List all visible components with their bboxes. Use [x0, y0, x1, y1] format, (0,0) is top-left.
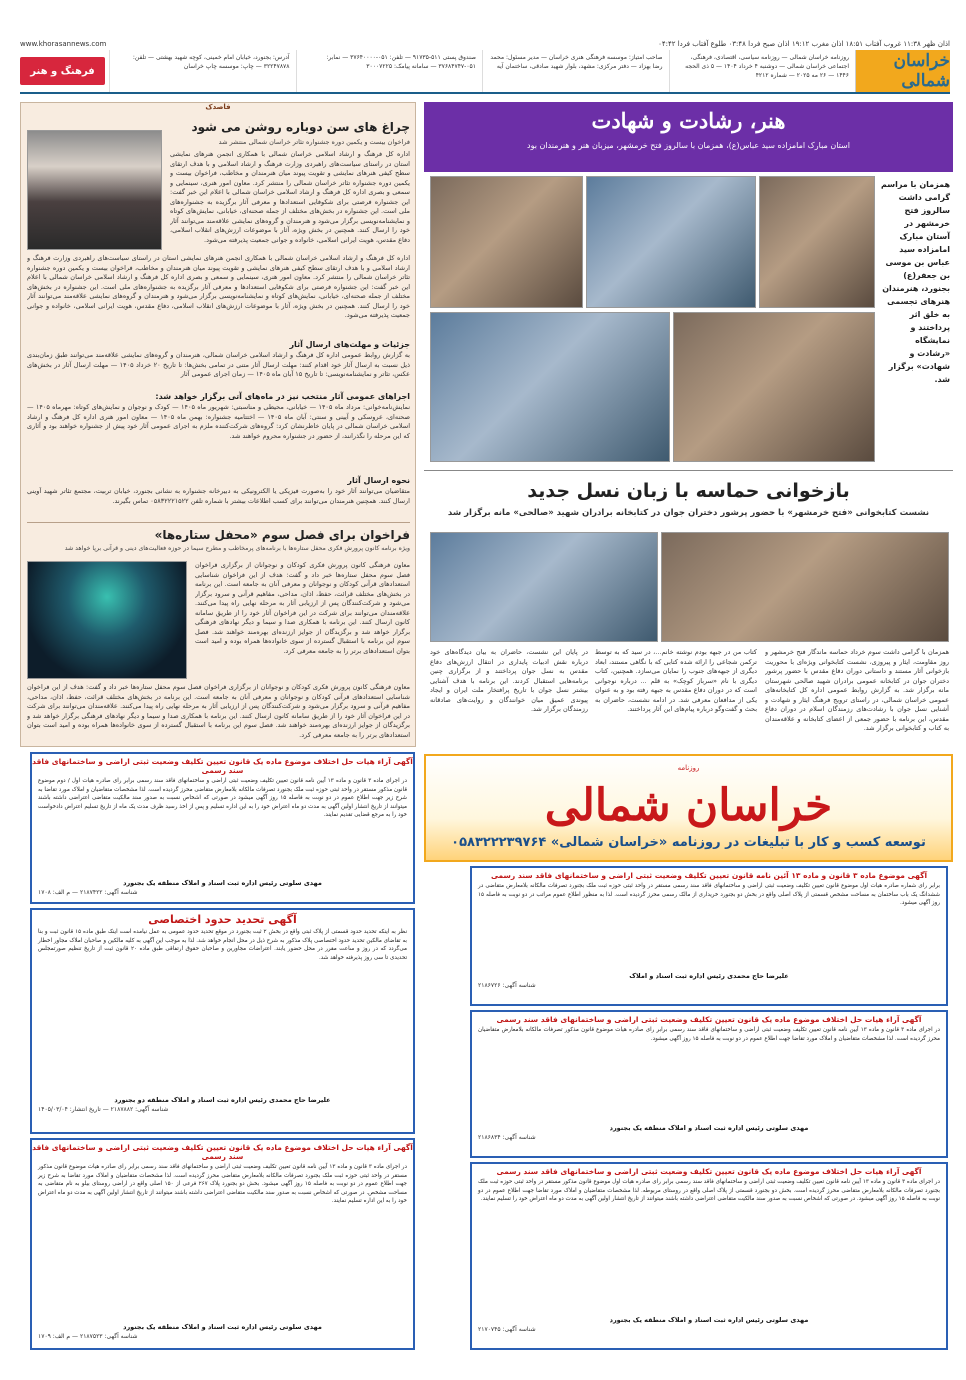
main-subtitle: استان مبارک امامزاده سید عباس(ع)، همزمان با سالروز فتح خرمشهر، میزبان هنر و هنرمندان بود	[527, 141, 850, 150]
public-heading: اجراهای عمومی آثار منتخب نیز در ماه‌های آتی برگزار خواهد شد:	[155, 392, 410, 401]
notice-body: در اجرای ماده ۳ قانون و ماده ۱۳ آیین نامه قانون تعیین تکلیف وضعیت ثبتی اراضی و ساختمانهای فاقد سند رسمی برابر رای صادره هیات اول موضوع قانون مذکور مستقر در واحد ثبتی حوزه ثبت ملک بجنورد تصرفات مالکانه بلامعارض متقاضی محرز گردیده است. بخش دو بجنورد قسمتی از پلاک اصلی واقع در روستای مربوطه. لذا مشخصات متقاضیان و املاک مورد تقاضا جهت اطلاع عموم در دو نوبت به فاصله ۱۵ روز آگهی میشود. در صورتی که اشخاص نسبت به صدور سند مالکیت متقاضی اعتراضی داشته باشند میتوانند از تاریخ انتشار اولین آگهی به مدت دو ماه اعتراض خود را تسلیم نمایند.	[478, 1179, 940, 1202]
article1-headline: چراغ های سن دوباره روشن می شود	[191, 120, 410, 134]
notice-body: در اجرای ماده ۳ قانون و ماده ۱۳ آیین نامه قانون تعیین تکلیف وضعیت ثبتی اراضی و ساختمانهای فاقد سند رسمی برابر رای صادره هیات موضوع قانون مذکور تصرفات مالکانه بلامعارض متقاضیان محرز گردیده است. لذا مشخصات متقاضیان و املاک مورد تقاضا جهت اطلاع عموم در دو نوبت به فاصله ۱۵ روز آگهی میشود.	[478, 1027, 940, 1042]
photo-exhibition-3	[430, 176, 583, 308]
story2-body-col1: همزمان با گرامی داشت سوم خرداد حماسه ماندگار فتح خرمشهر و روز مقاومت، ایثار و پیروزی، نشست کتابخوانی ویژه‌ای با محوریت بازخوانی آثار مستند و داستانی دوران دفاع مقدس با حضور پرشور دختران جوان در کتابخانه عمومی برادران شهید صالحی شهرستان مانه برگزار شد. به گزارش روابط عمومی اداره کل کتابخانه‌های عمومی خراسان شمالی، در راستای ترویج فرهنگ ایثار و شهادت و آشنایی نسل جوان با رشادت‌های رزمندگان اسلام در دوران دفاع مقدس، این برنامه با حضور جمعی از اعضای کتابخانه و علاقه‌مندان به کتاب و کتابخوانی برگزار شد.	[765, 648, 949, 732]
notice-meta: شناسه آگهی: ۲۱۸۷۸۸۲ — تاریخ انتشار: ۱۴۰۵/۰۳/۰۴	[38, 1106, 169, 1113]
article2-body: معاون فرهنگی کانون پرورش فکری کودکان و نوجوانان از برگزاری فراخوان فصل سوم محفل ستاره‌ها خبر داد و گفت: هدف از این فراخوان شناسایی استعدادهای قرآنی کودکان و نوجوانان و معرفی آنان به جامعه است. این برنامه در بخش‌های مختلف قرائت، حفظ، اذان، مداحی، مفاهیم قرآنی و سرود برگزار می‌شود و شرکت‌کنندگان پس از ارزیابی آثار به مرحله نهایی راه پیدا می‌کنند. علاقه‌مندان می‌توانند برای شرکت در این فراخوان آثار خود را از طریق سامانه کانون ارسال کنند. این برنامه با همکاری صدا و سیما و دیگر نهادهای فرهنگی برگزار خواهد شد و برگزیدگان از جوایز ارزنده‌ای بهره‌مند خواهند شد. فصل سوم این برنامه با استقبال گسترده از سوی خانواده‌ها همراه بوده و امید است بتوان استعدادهای برتر را به جامعه معرفی کرد.	[195, 561, 410, 655]
photo-exhibition-2	[586, 176, 756, 308]
notice-signature: علیرضا حاج محمدی رئیس اداره ثبت اسناد و املاک منطقه دو بجنورد	[114, 1096, 331, 1104]
section-badge: فرهنگ و هنر	[20, 57, 105, 85]
deadline-heading: جزئیات و مهلت‌های ارسال آثار	[289, 340, 410, 349]
story2-body-col3: در پایان این نشست، حاضران به بیان دیدگاه‌های خود درباره نقش ادبیات پایداری در انتقال ارزش‌های دفاع مقدس به نسل جوان پرداختند و از برگزاری چنین برنامه‌هایی استقبال کردند. این برنامه با هدف آشنایی بیشتر نسل جوان با تاریخ پرافتخار ملت ایران و ایجاد پیوندی عمیق میان خوانندگان و روایت‌های صادقانه رزمندگان برگزار شد.	[430, 648, 588, 713]
notice-title: آگهی تحدید حدود اختصاصی	[32, 910, 413, 926]
story2-headline: بازخوانی حماسه با زبان نسل جدید	[527, 480, 850, 502]
legal-notice-1	[30, 752, 415, 904]
notice-signature: علیرضا حاج محمدی رئیس اداره ثبت اسناد و املاک	[629, 972, 789, 980]
legal-notice-3	[30, 1138, 415, 1350]
masthead-info-3: صندوق پستی ۵۱۱-۹۱۷۳۵ — تلفن: ۰۵۱-۳۷۶۴۰۰۰۰ — نمابر: ۰۵۱-۳۷۶۸۴۷۴۷ — سامانه پیامک: ۳۰۰۰۷۲۲۵	[296, 50, 483, 92]
notice-body: در اجرای ماده ۳ قانون و ماده ۱۳ آیین نامه قانون تعیین تکلیف وضعیت ثبتی اراضی و ساختمانهای فاقد سند رسمی برابر رای صادره هیات موضوع قانون مذکور مستقر در واحد ثبتی حوزه ثبت ملک بجنورد تصرفات مالکانه بلامعارض متقاضی محرز گردیده است. لذا مشخصات متقاضیان و املاک مورد تقاضا به شرح زیر جهت اطلاع عموم در دو نوبت به فاصله ۱۵ روز آگهی میشود. بخش دو بجنورد پلاک ۲۶۷ فرعی از ۱۵۰ اصلی واقع در اراضی روستای بیلو به نام متقاضی به مساحت مشخص. در صورتی که اشخاص نسبت به صدور سند مالکیت متقاضی اعتراضی داشته باشند میتوانند از تاریخ انتشار اولین آگهی به مدت دو ماه اعتراض خود را به این اداره تسلیم نمایند.	[38, 1164, 407, 1204]
photo-reading-1	[430, 532, 658, 642]
stage-photo	[27, 561, 187, 679]
article1-body-cont: اداره کل فرهنگ و ارشاد اسلامی خراسان شمالی با همکاری انجمن هنرهای نمایشی استان در راستای سیاست‌های راهبردی وزارت فرهنگ و ارشاد اسلامی و با هدف ارتقای سطح کیفی هنرهای نمایشی و تقویت پیوند میان هنرمندان و مخاطب، فراخوان بیست و یکمین دوره جشنواره تئاتر خراسان شمالی را منتشر کرد. معاون امور هنری، سینمایی و سمعی و بصری اداره کل فرهنگ و ارشاد اسلامی خراسان شمالی با اعلام این خبر گفت: این جشنواره فرصتی برای شکوفایی استعدادها و معرفی آثار برگزیده به جشنواره‌های ملی است. این جشنواره در بخش‌های مختلف از جمله صحنه‌ای، خیابانی، نمایش‌های کوتاه و نمایشنامه‌نویسی برگزار می‌شود و هنرمندان و گروه‌های نمایشی علاقه‌مند می‌توانند آثار خود را ارسال کنند. همچنین در بخش ویژه، آثار با موضوعات ارزش‌های انقلاب اسلامی، دفاع مقدس، هویت ایرانی اسلامی، خانواده و جوانی جمعیت پذیرفته می‌شود.	[27, 254, 410, 319]
notice-title: آگهی آراء هیات حل اختلاف موضوع ماده یک قانون تعیین تکلیف وضعیت ثبتی اراضی و ساختمانهای فاقد سند رسمی	[472, 1012, 946, 1024]
notice-title: آگهی موضوع ماده ۳ قانون و ماده ۱۳ آئین نامه قانون تعیین تکلیف وضعیت ثبتی اراضی و ساختمانهای فاقد سند رسمی	[472, 868, 946, 880]
notice-meta: شناسه آگهی: ۲۱۷۰۷۴۵	[478, 1326, 536, 1333]
column-label: فاصدک	[205, 103, 231, 111]
photo-exhibition-5	[430, 312, 670, 462]
story2-body-col2: کتاب من در جبهه بودم نوشته خانم...، در سید که به توسط ترکمن شجاعی را ارائه شده کتابی که با نگاهی مستند، ابعاد دیگری از جبهه‌های جنوب را نمایان می‌سازد. همچنین، کتاب دیگری با نام «سرباز کوچک» به قلم ... درباره نوجوانی است که در دوران دفاع مقدس به جبهه رفته بود و به عنوان یکی از مدافعان معرفی شد. در ادامه نشست، حاضران به بحث و گفت‌وگو درباره پیام‌های این آثار پرداختند.	[595, 648, 757, 713]
notice-title: آگهی آراء هیات حل اختلاف موضوع ماده یک قانون تعیین تکلیف وضعیت ثبتی اراضی و ساختمانهای فاقد سند رسمی	[32, 754, 413, 775]
public-body: نمایش‌نامه‌خوانی: مرداد ماه ۱۴۰۵ — خیابانی، محیطی و مناسبتی: شهریور ماه ۱۴۰۵ — کودک و نوجوان و نمایش‌های کوتاه: مهرماه ۱۴۰۵ — صحنه‌ای، عروسکی و آیینی و سنتی: آبان ماه ۱۴۰۵ — اختتامیه جشنواره: بهمن ماه ۱۴۰۵ — معاون امور هنری اداره کل فرهنگ و ارشاد اسلامی خراسان شمالی در پایان خاطرنشان کرد: گروه‌های شرکت‌کننده ملزم به اجرای عمومی آثار خود پیش از جشنواره خواهند بود و آثاری که این مرحله را نگذرانند، از حضور در جشنواره محروم خواهند شد.	[27, 403, 410, 440]
article2-subtitle: ویژه برنامه کانون پرورش فکری محفل ستاره‌ها با برنامه‌های پرمخاطب و مطرح سیما در حوزه فعالیت‌های دینی و قرآنی برپا خواهد شد	[64, 545, 410, 552]
notice-title: آگهی آراء هیات حل اختلاف موضوع ماده یک قانون تعیین تکلیف وضعیت ثبتی اراضی و ساختمانهای فاقد سند رسمی	[472, 1164, 946, 1176]
website-url[interactable]: www.khorasannews.com	[20, 40, 107, 48]
notice-title: آگهی آراء هیات حل اختلاف موضوع ماده یک قانون تعیین تکلیف وضعیت ثبتی اراضی و ساختمانهای فاقد سند رسمی	[32, 1140, 413, 1161]
ad-slogan: توسعه کسب و کار با تبلیغات در روزنامه «خراسان شمالی» ۰۵۸۳۲۲۲۳۹۷۶۴	[451, 835, 926, 850]
portrait-photo	[27, 130, 162, 250]
deadline-body: به گزارش روابط عمومی اداره کل فرهنگ و ارشاد اسلامی خراسان شمالی، هنرمندان و گروه‌های نمایشی علاقه‌مند می‌توانند طبق زمان‌بندی ذیل نسبت به ارسال آثار خود اقدام کنند: مهلت ارسال آثار متنی در تمامی بخش‌ها: تا تاریخ ۲۰ خرداد ۱۴۰۵ — مهلت ارسال آثار در بخش‌های عکس، تئاتر و نمایشنامه‌نویسی: تا تاریخ ۱۵ آبان ماه ۱۴۰۵ — زمان اجرای عمومی آثار	[27, 351, 410, 378]
notice-meta: شناسه آگهی: ۲۱۸۷۴۲۲ — م الف: ۱۷۰۸	[38, 889, 138, 896]
main-headline-banner	[424, 102, 953, 172]
masthead-info-1: روزنامه خراسان شمالی — روزنامه سیاسی، اقتصادی، فرهنگی، اجتماعی خراسان شمالی — دوشنبه ۴ خرداد ۱۴۰۴ — ۵ ذی الحجه ۱۴۴۶ — ۲۶ مه ۲۰۲۵ — شماره ۴۲۱۲	[669, 50, 856, 92]
send-heading: نحوه ارسال آثار	[347, 476, 410, 485]
masthead-info-2: صاحب امتیاز: موسسه فرهنگی هنری خراسان — مدیر مسئول: محمد رضا بهزاد — دفتر مرکزی: مشهد، بلوار شهید صادقی، ساختمان آیه	[482, 50, 669, 92]
article1-body: اداره کل فرهنگ و ارشاد اسلامی خراسان شمالی با همکاری انجمن هنرهای نمایشی استان در راستای سیاست‌های راهبردی وزارت فرهنگ و ارشاد اسلامی و با هدف ارتقای سطح کیفی هنرهای نمایشی و تقویت پیوند میان هنرمندان و مخاطب، فراخوان بیست و یکمین دوره جشنواره تئاتر خراسان شمالی را منتشر کرد. معاون امور هنری، سینمایی و سمعی و بصری اداره کل فرهنگ و ارشاد اسلامی خراسان شمالی با اعلام این خبر گفت: این جشنواره فرصتی برای شکوفایی استعدادها و معرفی آثار برگزیده به جشنواره‌های ملی است. این جشنواره در بخش‌های مختلف از جمله صحنه‌ای، خیابانی، نمایش‌های کوتاه و نمایشنامه‌نویسی برگزار می‌شود و هنرمندان و گروه‌های نمایشی علاقه‌مند می‌توانند آثار خود را ارسال کنند. همچنین در بخش ویژه، آثار با موضوعات ارزش‌های انقلاب اسلامی، دفاع مقدس، هویت ایرانی اسلامی، خانواده و جوانی جمعیت پذیرفته می‌شود.	[170, 150, 410, 244]
legal-notice-5	[470, 1010, 948, 1158]
article1-subtitle: فراخوان بیست و یکمین دوره جشنواره تئاتر خراسان شمالی منتشر شد	[218, 138, 410, 146]
photo-exhibition-4	[673, 312, 875, 462]
article2-body-cont: معاون فرهنگی کانون پرورش فکری کودکان و نوجوانان از برگزاری فراخوان فصل سوم محفل ستاره‌ها خبر داد و گفت: هدف از این فراخوان شناسایی استعدادهای قرآنی کودکان و نوجوانان و معرفی آنان به جامعه است. این برنامه در بخش‌های مختلف قرائت، حفظ، اذان، مداحی، مفاهیم قرآنی و سرود برگزار می‌شود و شرکت‌کنندگان پس از ارزیابی آثار به مرحله نهایی راه پیدا می‌کنند. علاقه‌مندان می‌توانند برای شرکت در این فراخوان آثار خود را از طریق سامانه کانون ارسال کنند. این برنامه با همکاری صدا و سیما و دیگر نهادهای فرهنگی برگزار خواهد شد و برگزیدگان از جوایز ارزنده‌ای بهره‌مند خواهند شد. فصل سوم این برنامه با استقبال گسترده از سوی خانواده‌ها همراه بوده و امید است بتوان استعدادهای برتر را به جامعه معرفی کرد.	[27, 683, 410, 739]
notice-signature: مهدی سلوتی رئیس اداره ثبت اسناد و املاک منطقه یک بجنورد	[123, 1323, 322, 1331]
masthead	[20, 50, 950, 94]
legal-notice-4	[470, 866, 948, 1006]
photo-caption: همزمان با مراسم گرامی داشت سالروز فتح خرمشهر در آستان مبارک امامزاده سید عباس بن موسی بن جعفر(ع) بجنورد، هنرمندان هنرهای تجسمی به خلق اثر پرداختند و نمایشگاه «رشادت و شهادت» برگزار شد.	[880, 180, 950, 384]
photo-exhibition-1	[759, 176, 875, 308]
masthead-info-4: آدرس: بجنورد، خیابان امام خمینی، کوچه شهید بهشتی — تلفن: ۳۲۲۴۷۸۷۸ — چاپ: موسسه چاپ خراسان	[109, 50, 296, 92]
prayer-times: اذان ظهر ۱۱:۳۸ غروب آفتاب ۱۸:۵۱ اذان مغرب ۱۹:۱۲ اذان صبح فردا ۰۳:۴۸ طلوع آفتاب فردا ۰۴:۴۲	[658, 40, 950, 48]
ad-top-label: روزنامه	[677, 764, 700, 772]
legal-notice-2	[30, 908, 415, 1134]
photo-reading-2	[661, 532, 949, 642]
notice-signature: مهدی سلوتی رئیس اداره ثبت اسناد و املاک منطقه یک بجنورد	[123, 879, 322, 887]
top-info-strip	[20, 38, 950, 50]
article2-headline: فراخوان برای فصل سوم «محفل ستاره‌ها»	[154, 528, 410, 542]
send-body: متقاضیان می‌توانند آثار خود را به‌صورت فیزیکی یا الکترونیکی به دبیرخانه جشنواره به نشانی بجنورد، خیابان تربیت، مجتمع تئاتر شهید آوینی ارسال کنند. همچنین هنرمندان می‌توانند برای کسب اطلاعات بیشتر با شماره تلفن ۰۵۸۳۲۲۲۱۵۲۲ تماس بگیرند.	[27, 487, 410, 505]
notice-body: در اجرای ماده ۳ قانون و ماده ۱۳ آیین نامه قانون تعیین تکلیف وضعیت ثبتی اراضی و ساختمانهای فاقد سند رسمی برابر رای صادره هیات اول / دوم موضوع قانون مذکور مستقر در واحد ثبتی حوزه ثبت ملک بجنورد تصرفات مالکانه بلامعارض متقاضی محرز گردیده است. لذا مشخصات متقاضیان و املاک مورد تقاضا به شرح زیر جهت اطلاع عموم در دو نوبت به فاصله ۱۵ روز آگهی میشود در صورتی که اشخاص نسبت به صدور سند مالکیت متقاضی اعتراضی داشته باشند میتوانند از تاریخ انتشار اولین آگهی به مدت دو ماه اعتراض خود را به این اداره تسلیم و پس از اخذ رسید ظرف مدت یک ماه از تاریخ تسلیم اعتراض دادخواست خود را به مرجع قضایی تقدیم نمایند.	[38, 778, 408, 818]
newspaper-ad-banner	[424, 754, 953, 862]
legal-notice-6	[470, 1162, 948, 1350]
notice-body: برابر رای شماره صادره هیات اول موضوع قانون تعیین تکلیف وضعیت ثبتی اراضی و ساختمانهای فاقد سند رسمی مستقر در واحد ثبتی حوزه ثبت ملک بجنورد تصرفات مالکانه بلامعارض متقاضی در ششدانگ یک باب ساختمان به مساحت مشخص قسمتی از پلاک اصلی واقع در بخش دو بجنورد خریداری از مالک رسمی محرز گردیده است. لذا به منظور اطلاع عموم مراتب در دو نوبت به فاصله ۱۵ روز آگهی میشود.	[478, 883, 940, 906]
notice-meta: شناسه آگهی: ۲۱۸۶۸۳۴	[478, 1134, 536, 1141]
notice-meta: شناسه آگهی: ۲۱۸۶۷۲۶	[478, 982, 536, 989]
notice-signature: مهدی سلوتی رئیس اداره ثبت اسناد و املاک منطقه یک بجنورد	[609, 1316, 809, 1324]
notice-meta: شناسه آگهی: ۲۱۸۷۵۲۳ — م الف: ۱۷۰۹	[38, 1333, 138, 1340]
notice-signature: مهدی سلوتی رئیس اداره ثبت اسناد و املاک منطقه یک بجنورد	[609, 1124, 809, 1132]
newspaper-logo: خراسان شمالی	[855, 50, 950, 92]
main-headline: هنر، رشادت و شهادت	[591, 108, 786, 133]
divider	[27, 522, 410, 523]
divider	[424, 470, 953, 471]
story2-subtitle: نشست کتابخوانی «فتح خرمشهر» با حضور پرشور دختران جوان در کتابخانه برادران شهید «صالحی» مانه برگزار شد	[447, 508, 930, 518]
notice-body: نظر به اینکه تحدید حدود قسمتی از پلاک ثبتی واقع در بخش ۲ ثبت بجنورد در موقع تحدید حدود عمومی به عمل نیامده است اینک طبق ماده ۱۵ قانون ثبت و بنا به تقاضای مالکین تحدید حدود اختصاصی پلاک مذکور به شرح ذیل در محل انجام خواهد شد. لذا به موجب این آگهی به کلیه مالکین و صاحبان املاک مجاور اخطار می‌گردد که در روز و ساعت مقرر در محل حضور یابند. اعتراضات مجاورین و صاحبان حقوق ارتفاقی طبق ماده ۲۰ قانون ثبت از تاریخ تنظیم صورتمجلس تحدیدی تا سی روز پذیرفته خواهد شد.	[38, 929, 408, 961]
ad-brand: خراسان شمالی	[544, 780, 833, 831]
